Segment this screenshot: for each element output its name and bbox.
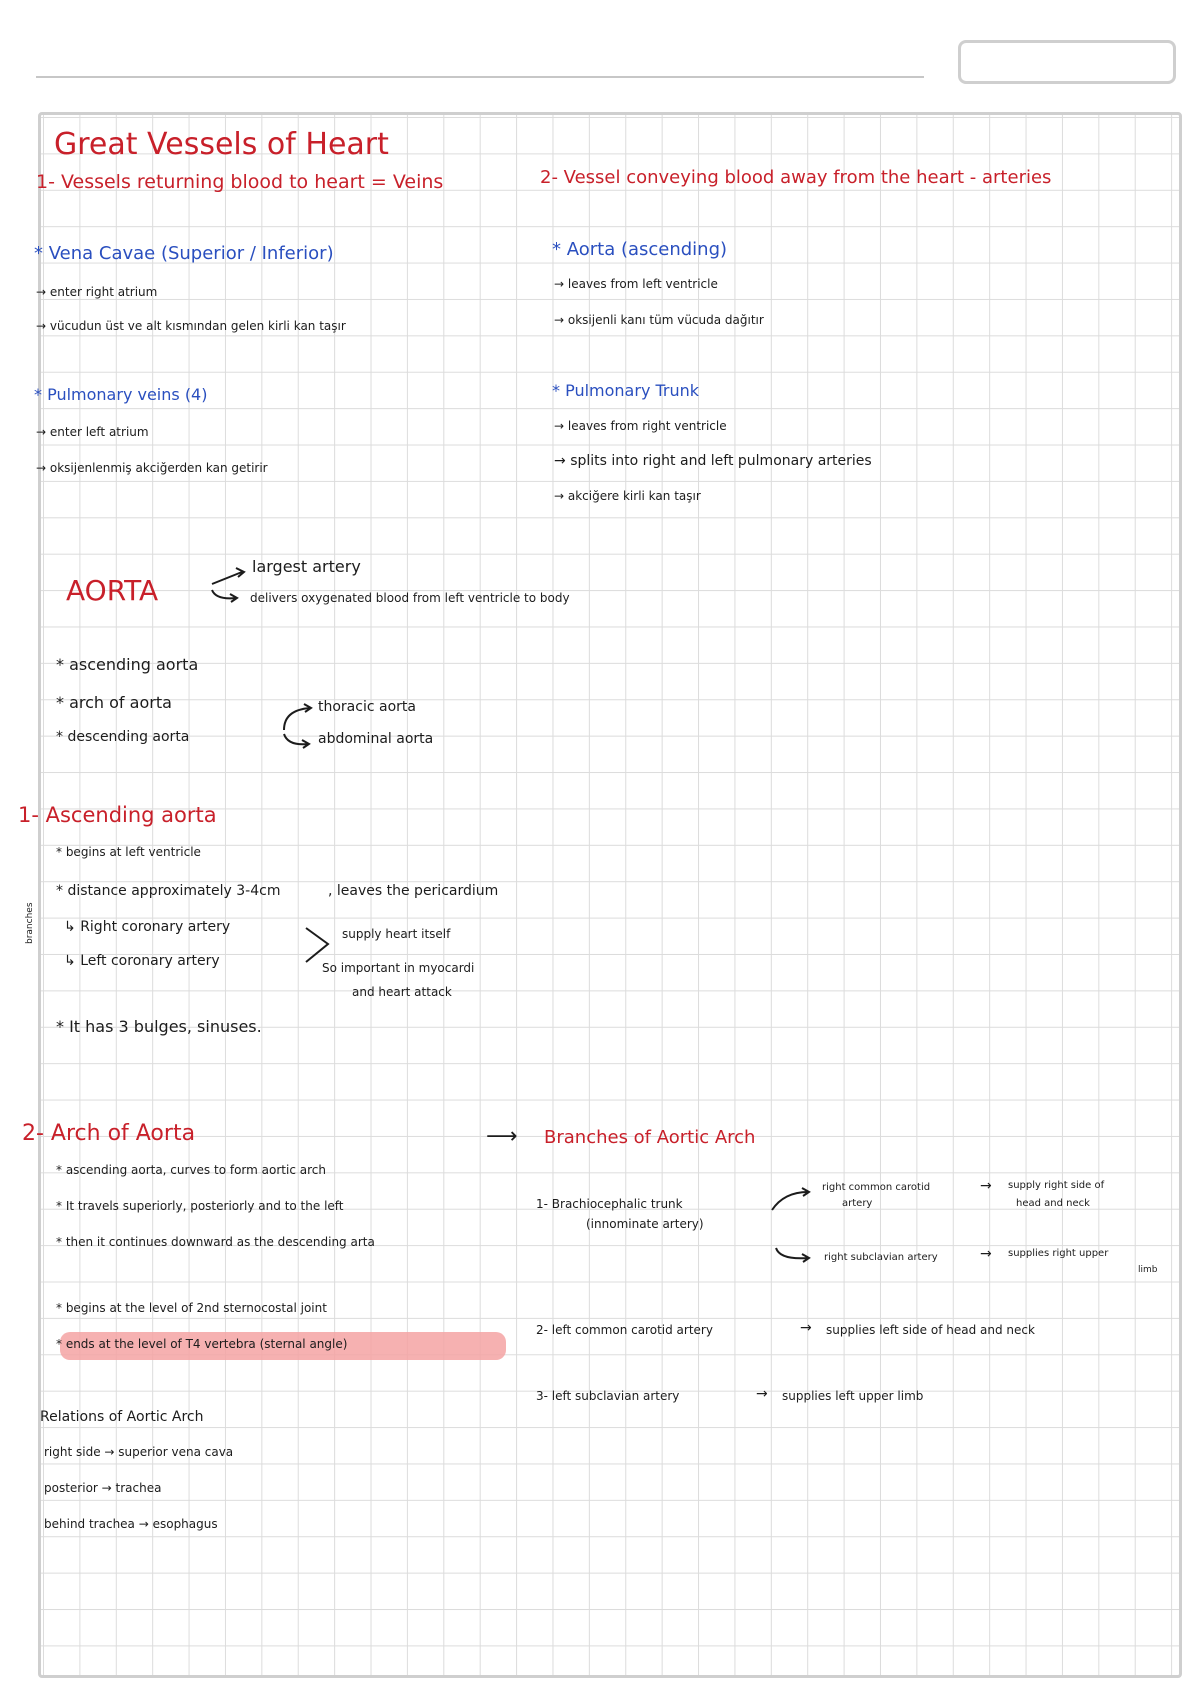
arrow-icon: →: [554, 489, 568, 503]
aorta-label: AORTA: [66, 574, 159, 607]
arrow-icon: ↳: [64, 919, 81, 935]
coronary-supply: supply heart itself: [342, 927, 451, 941]
page-title: Great Vessels of Heart: [54, 127, 389, 162]
branches-side-label: branches: [25, 902, 35, 944]
brachiocephalic-trunk: 1- Brachiocephalic trunk: [536, 1197, 683, 1211]
rcc-supply-1: supply right side of: [1008, 1180, 1105, 1191]
pulmonary-trunk-line3: akciğere kirli kan taşır: [567, 489, 701, 503]
left-common-carotid: 2- left common carotid artery: [536, 1323, 713, 1337]
coronary-important1: So important in myocardi: [322, 961, 475, 975]
relation-right-side: right side → superior vena cava: [44, 1445, 234, 1459]
arrow-icon: →: [36, 319, 50, 333]
right-common-carotid: right common carotid: [822, 1182, 931, 1193]
label-box: [958, 40, 1176, 84]
relation-behind: behind trachea → esophagus: [44, 1517, 218, 1531]
part-ascending: * ascending aorta: [56, 655, 199, 674]
part-descending: * descending aorta: [56, 729, 190, 745]
aorta-note1: largest artery: [252, 557, 361, 576]
right-subclavian: right subclavian artery: [824, 1252, 938, 1263]
arrow-icon: →: [36, 285, 50, 299]
left-subclavian: 3- left subclavian artery: [536, 1389, 680, 1403]
thoracic-aorta: thoracic aorta: [318, 699, 416, 715]
venae-cavae-line2: vücudun üst ve alt kısmından gelen kirli kan taşır: [49, 319, 346, 333]
pulmonary-trunk-line1: leaves from right ventricle: [567, 419, 727, 433]
arrow-icon: →: [554, 313, 568, 327]
arrow-icon: →: [980, 1246, 992, 1262]
ascending-aorta-heading: 1- Ascending aorta: [18, 803, 217, 827]
abdominal-aorta: abdominal aorta: [318, 731, 434, 747]
lcc-supply: supplies left side of head and neck: [826, 1323, 1035, 1337]
right-coronary: Right coronary artery: [80, 919, 231, 935]
descending-split-icon: [274, 700, 320, 754]
veins-heading: 1- Vessels returning blood to heart = Veins: [36, 171, 444, 193]
relations-heading: Relations of Aortic Arch: [40, 1409, 204, 1425]
pulmonary-trunk-heading: * Pulmonary Trunk: [552, 381, 700, 400]
arrow-icon: →: [554, 453, 571, 469]
arch-heading: 2- Arch of Aorta: [22, 1121, 196, 1146]
aorta-brace-icon: [206, 562, 256, 612]
ls-supply: supplies left upper limb: [782, 1389, 924, 1403]
aorta-ascending-line1: leaves from left ventricle: [567, 277, 718, 291]
venae-cavae-line1: enter right atrium: [49, 285, 158, 299]
arrow-icon: →: [756, 1386, 768, 1402]
arrow-icon: →: [554, 419, 568, 433]
aorta-note2: delivers oxygenated blood from left ventricle to body: [250, 591, 570, 605]
pulmonary-veins-heading: * Pulmonary veins (4): [34, 385, 208, 404]
ascending-line1: * begins at left ventricle: [56, 845, 201, 859]
aorta-ascending-line2: oksijenli kanı tüm vücuda dağıtır: [567, 313, 764, 327]
arch-line5: * ends at the level of T4 vertebra (sternal angle): [56, 1337, 348, 1351]
branches-heading: Branches of Aortic Arch: [544, 1127, 756, 1148]
arteries-heading: 2- Vessel conveying blood away from the heart - arteries: [540, 167, 1052, 188]
innominate-artery: (innominate artery): [586, 1217, 704, 1231]
arrow-icon: →: [554, 277, 568, 291]
venae-cavae-heading: * Vena Cavae (Superior / Inferior): [34, 243, 334, 264]
right-common-carotid-2: artery: [842, 1198, 873, 1209]
pulmonary-veins-line1: enter left atrium: [49, 425, 149, 439]
arrow-icon: ↳: [64, 953, 81, 969]
arch-line1: * ascending aorta, curves to form aortic arch: [56, 1163, 326, 1177]
ascending-line2b: , leaves the pericardium: [328, 883, 499, 899]
arrow-icon: →: [36, 425, 50, 439]
arrow-icon: →: [36, 461, 50, 475]
aorta-ascending-heading: * Aorta (ascending): [552, 239, 728, 260]
coronary-important2: and heart attack: [352, 985, 452, 999]
ascending-line3: * It has 3 bulges, sinuses.: [56, 1017, 262, 1036]
relation-posterior: posterior → trachea: [44, 1481, 162, 1495]
pulmonary-trunk-line2: splits into right and left pulmonary arteries: [570, 453, 872, 469]
header-rule: [36, 76, 924, 78]
arch-line3: * then it continues downward as the descending arta: [56, 1235, 375, 1249]
brachiocephalic-split-icon: [768, 1184, 818, 1264]
ascending-line2: * distance approximately 3-4cm: [56, 883, 281, 899]
rcc-supply-2: head and neck: [1016, 1198, 1090, 1209]
pulmonary-veins-line2: oksijenlenmiş akciğerden kan getirir: [49, 461, 268, 475]
rs-supply-2: limb: [1138, 1265, 1158, 1275]
arrow-icon: →: [800, 1320, 812, 1336]
arch-line2: * It travels superiorly, posteriorly and to the left: [56, 1199, 344, 1213]
branches-arrow-icon: ⟶: [486, 1124, 518, 1149]
left-coronary: Left coronary artery: [80, 953, 220, 969]
arrow-icon: →: [980, 1178, 992, 1194]
part-arch: * arch of aorta: [56, 693, 172, 712]
arch-line4: * begins at the level of 2nd sternocostal joint: [56, 1301, 327, 1315]
rs-supply-1: supplies right upper: [1008, 1248, 1109, 1259]
